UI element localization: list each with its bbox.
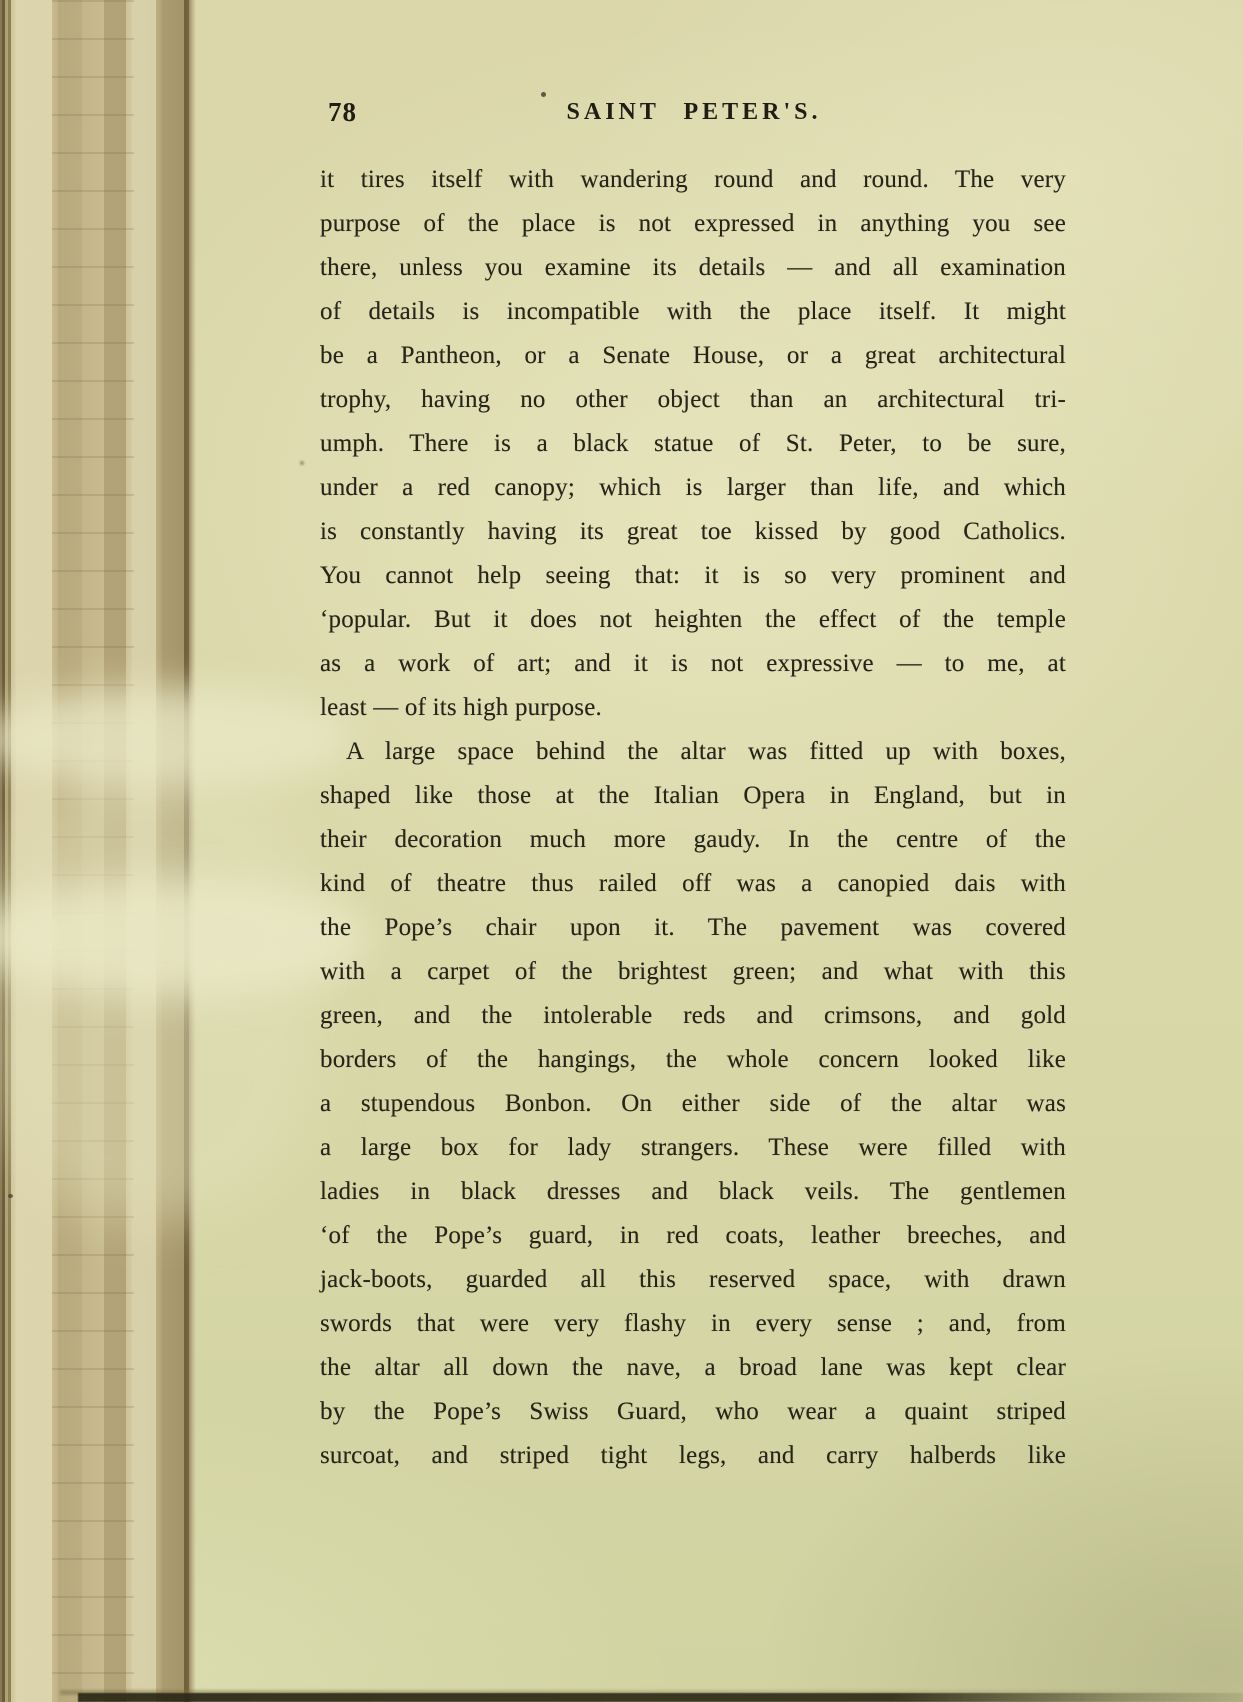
text-line: a stupendous Bonbon. On either side of the altar was [320,1090,1066,1117]
text-line: swords that were very flashy in every sense ; and, from [320,1310,1066,1337]
text-line: umph. There is a black statue of St. Peter, to be sure, [320,430,1066,457]
text-line: ‘popular. But it does not heighten the effect of the temple [320,606,1066,633]
text-line: there, unless you examine its details — and all examination [320,254,1066,281]
page-header-row [320,97,1068,133]
paragraph [320,730,1066,1478]
text-line: be a Pantheon, or a Senate House, or a great architectural [320,342,1066,369]
text-line: of details is incompatible with the place itself. It might [320,298,1066,325]
text-line: with a carpet of the brightest green; and what with this [320,958,1066,985]
text-line: their decoration much more gaudy. In the centre of the [320,826,1066,853]
text-line: A large space behind the altar was fitted up with boxes, [346,738,1066,765]
text-line: ‘of the Pope’s guard, in red coats, leather breeches, and [320,1222,1066,1249]
text-line: green, and the intolerable reds and crimsons, and gold [320,1002,1066,1029]
scan-speck [300,461,304,465]
page-text [320,158,1066,1478]
page-number: 78 [328,97,357,127]
text-line: ladies in black dresses and black veils. The gentlemen [320,1178,1066,1205]
text-line: shaped like those at the Italian Opera in England, but in [320,782,1066,809]
text-line: by the Pope’s Swiss Guard, who wear a quaint striped [320,1398,1066,1425]
text-line: the Pope’s chair upon it. The pavement was covered [320,914,1066,941]
text-line: borders of the hangings, the whole concern looked like [320,1046,1066,1073]
text-line: as a work of art; and it is not expressive — to me, at [320,650,1066,677]
text-line: jack-boots, guarded all this reserved space, with drawn [320,1266,1066,1293]
text-line: least — of its high purpose. [320,694,602,721]
text-line: the altar all down the nave, a broad lane was kept clear [320,1354,1066,1381]
text-line: trophy, having no other object than an architectural tri- [320,386,1066,413]
text-line: a large box for lady strangers. These were filled with [320,1134,1066,1161]
scan-smudge [0,688,350,788]
page-bottom-edge [78,1693,1243,1702]
text-line: surcoat, and striped tight legs, and carry halberds like [320,1442,1066,1469]
running-header: SAINT PETER'S. [566,99,822,125]
text-line: is constantly having its great toe kissed by good Catholics. [320,518,1066,545]
text-line: kind of theatre thus railed off was a canopied dais with [320,870,1066,897]
text-line: You cannot help seeing that: it is so very prominent and [320,562,1066,589]
text-line: it tires itself with wandering round and round. The very [320,166,1066,193]
text-line: purpose of the place is not expressed in anything you see [320,210,1066,237]
scan-speck [8,1194,13,1198]
text-line: under a red canopy; which is larger than life, and which [320,474,1066,501]
paragraph [320,158,1066,730]
